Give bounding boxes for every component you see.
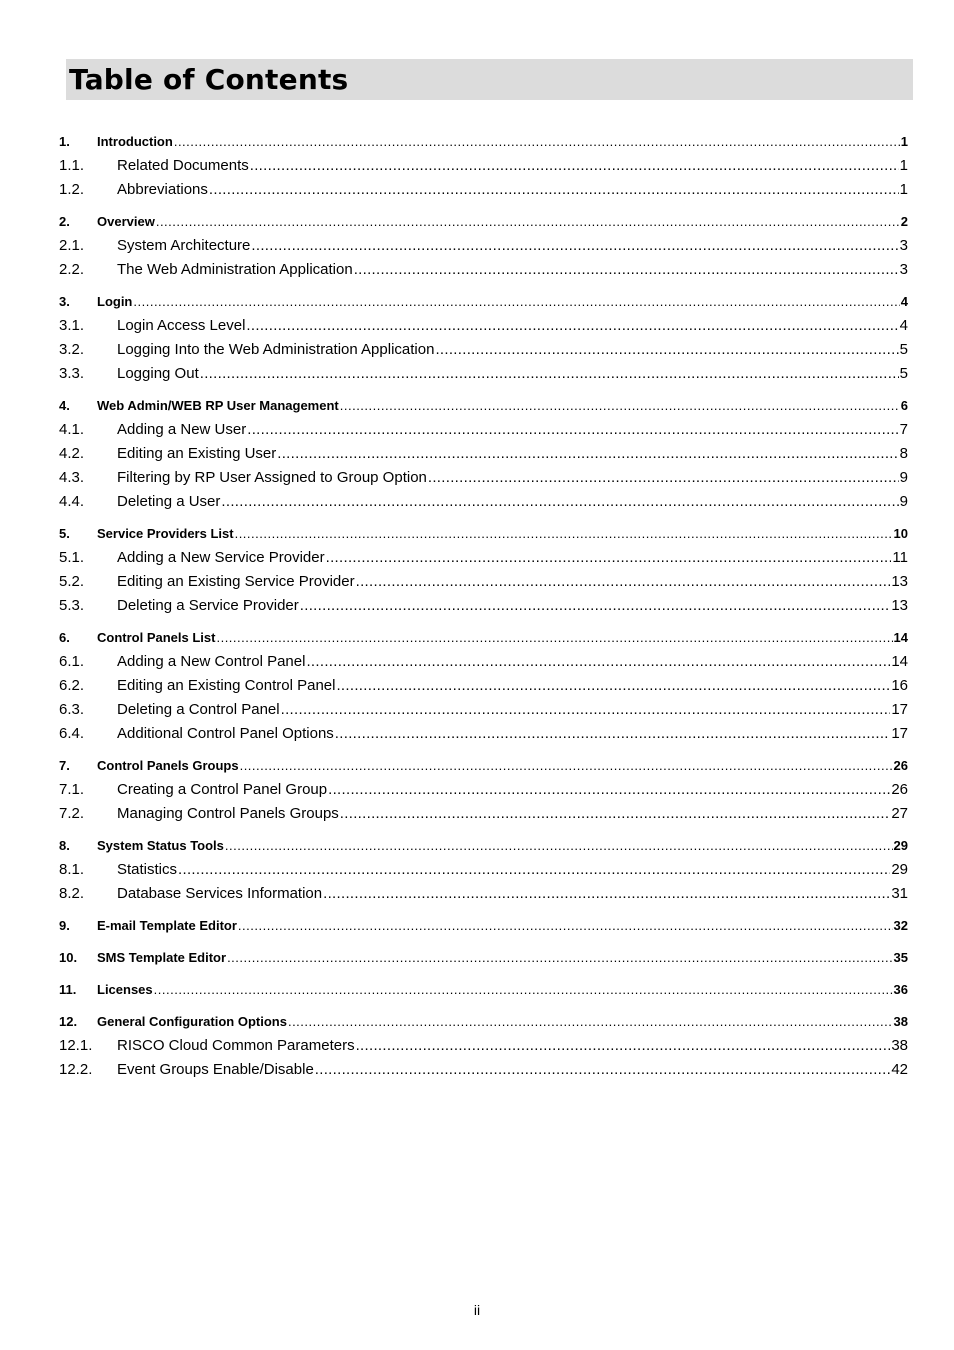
- entry-number: 8.1.: [59, 861, 85, 878]
- dot-leader: [238, 914, 893, 938]
- entry-title: Adding a New Service Provider: [117, 549, 325, 566]
- entry-title: Control Panels List: [97, 630, 216, 645]
- page-number: ii: [473, 1302, 481, 1318]
- entry-page-number: 38: [893, 1014, 908, 1029]
- entry-number: 6.2.: [59, 677, 85, 694]
- dot-leader: [227, 946, 892, 970]
- dot-leader: [356, 570, 891, 594]
- toc-subsection-entry[interactable]: [59, 698, 908, 722]
- entry-title: Statistics: [117, 861, 178, 878]
- dot-leader: [326, 546, 892, 570]
- entry-page-number: 2: [900, 214, 908, 229]
- entry-page-number: 13: [891, 597, 908, 614]
- entry-title: Login Access Level: [117, 317, 246, 334]
- entry-number: 8.: [59, 838, 70, 853]
- entry-title: Editing an Existing User: [117, 445, 277, 462]
- entry-number: 6.3.: [59, 701, 85, 718]
- entry-page-number: 1: [899, 157, 908, 174]
- dot-leader: [336, 674, 890, 698]
- page-title: Table of Contents: [69, 63, 349, 96]
- entry-title: RISCO Cloud Common Parameters: [117, 1037, 355, 1054]
- entry-number: 4.2.: [59, 445, 85, 462]
- title-banner: [66, 59, 913, 100]
- dot-leader: [216, 626, 892, 650]
- entry-page-number: 3: [899, 237, 908, 254]
- toc-chapter-entry[interactable]: [59, 754, 908, 778]
- toc-subsection-entry[interactable]: [59, 674, 908, 698]
- entry-page-number: 31: [891, 885, 908, 902]
- table-of-contents: [59, 130, 908, 1090]
- toc-subsection-entry[interactable]: [59, 1058, 908, 1082]
- entry-page-number: 27: [891, 805, 908, 822]
- entry-page-number: 16: [891, 677, 908, 694]
- entry-title: SMS Template Editor: [97, 950, 227, 965]
- entry-number: 5.1.: [59, 549, 85, 566]
- dot-leader: [288, 1010, 893, 1034]
- toc-subsection-entry[interactable]: [59, 1034, 908, 1058]
- entry-page-number: 14: [891, 653, 908, 670]
- entry-number: 12.: [59, 1014, 78, 1029]
- entry-page-number: 17: [891, 701, 908, 718]
- toc-section: [59, 978, 908, 1002]
- entry-title: Abbreviations: [117, 181, 208, 198]
- dot-leader: [246, 314, 898, 338]
- dot-leader: [356, 1034, 891, 1058]
- entry-page-number: 10: [893, 526, 908, 541]
- dot-leader: [323, 882, 890, 906]
- entry-page-number: 8: [899, 445, 908, 462]
- dot-leader: [306, 650, 890, 674]
- entry-title: Introduction: [97, 134, 173, 149]
- toc-chapter-entry[interactable]: [59, 1010, 908, 1034]
- entry-number: 3.1.: [59, 317, 85, 334]
- entry-number: 6.4.: [59, 725, 85, 742]
- dot-leader: [315, 1058, 891, 1082]
- entry-page-number: 13: [891, 573, 908, 590]
- entry-title: System Architecture: [117, 237, 251, 254]
- dot-leader: [240, 754, 893, 778]
- entry-number: 7.: [59, 758, 70, 773]
- entry-title: Managing Control Panels Groups: [117, 805, 339, 822]
- toc-subsection-entry[interactable]: [59, 594, 908, 618]
- toc-subsection-entry[interactable]: [59, 882, 908, 906]
- dot-leader: [247, 418, 898, 442]
- entry-number: 10.: [59, 950, 78, 965]
- entry-number: 2.1.: [59, 237, 85, 254]
- entry-number: 4.1.: [59, 421, 85, 438]
- toc-chapter-entry[interactable]: [59, 834, 908, 858]
- entry-number: 4.3.: [59, 469, 85, 486]
- toc-chapter-entry[interactable]: [59, 978, 908, 1002]
- entry-number: 3.3.: [59, 365, 85, 382]
- entry-page-number: 36: [893, 982, 908, 997]
- entry-number: 12.2.: [59, 1061, 93, 1078]
- entry-title: Service Providers List: [97, 526, 234, 541]
- entry-title: Logging Out: [117, 365, 199, 382]
- entry-page-number: 29: [893, 838, 908, 853]
- toc-subsection-entry[interactable]: [59, 258, 908, 282]
- entry-title: Logging Into the Web Administration Application: [117, 341, 435, 358]
- toc-chapter-entry[interactable]: [59, 522, 908, 546]
- toc-subsection-entry[interactable]: [59, 466, 908, 490]
- toc-section: [59, 290, 908, 386]
- toc-chapter-entry[interactable]: [59, 290, 908, 314]
- entry-page-number: 6: [900, 398, 908, 413]
- toc-section: [59, 834, 908, 906]
- entry-number: 9.: [59, 918, 70, 933]
- dot-leader: [340, 802, 891, 826]
- dot-leader: [156, 210, 900, 234]
- dot-leader: [335, 722, 891, 746]
- entry-title: Overview: [97, 214, 155, 229]
- toc-subsection-entry[interactable]: [59, 546, 908, 570]
- entry-number: 11.: [59, 982, 77, 997]
- toc-subsection-entry[interactable]: [59, 362, 908, 386]
- entry-number: 7.1.: [59, 781, 85, 798]
- dot-leader: [221, 490, 898, 514]
- entry-number: 12.1.: [59, 1037, 93, 1054]
- dot-leader: [300, 594, 891, 618]
- entry-title: The Web Administration Application: [117, 261, 353, 278]
- dot-leader: [340, 394, 900, 418]
- entry-page-number: 5: [899, 341, 908, 358]
- entry-page-number: 35: [893, 950, 908, 965]
- entry-title: General Configuration Options: [97, 1014, 287, 1029]
- entry-page-number: 3: [899, 261, 908, 278]
- dot-leader: [209, 178, 899, 202]
- toc-subsection-entry[interactable]: [59, 178, 908, 202]
- toc-chapter-entry[interactable]: [59, 130, 908, 154]
- entry-title: Editing an Existing Control Panel: [117, 677, 336, 694]
- entry-title: Deleting a Control Panel: [117, 701, 280, 718]
- entry-number: 6.1.: [59, 653, 85, 670]
- toc-chapter-entry[interactable]: [59, 914, 908, 938]
- dot-leader: [154, 978, 893, 1002]
- entry-number: 1.1.: [59, 157, 85, 174]
- entry-title: Additional Control Panel Options: [117, 725, 334, 742]
- entry-number: 2.: [59, 214, 70, 229]
- toc-subsection-entry[interactable]: [59, 650, 908, 674]
- toc-chapter-entry[interactable]: [59, 626, 908, 650]
- toc-section: [59, 914, 908, 938]
- toc-subsection-entry[interactable]: [59, 778, 908, 802]
- dot-leader: [250, 154, 899, 178]
- toc-chapter-entry[interactable]: [59, 946, 908, 970]
- entry-title: Database Services Information: [117, 885, 323, 902]
- entry-number: 5.2.: [59, 573, 85, 590]
- entry-title: Related Documents: [117, 157, 249, 174]
- entry-title: E-mail Template Editor: [97, 918, 237, 933]
- toc-section: [59, 754, 908, 826]
- entry-number: 5.3.: [59, 597, 85, 614]
- dot-leader: [133, 290, 899, 314]
- entry-title: Event Groups Enable/Disable: [117, 1061, 314, 1078]
- dot-leader: [277, 442, 898, 466]
- toc-section: [59, 210, 908, 282]
- entry-number: 6.: [59, 630, 70, 645]
- dot-leader: [354, 258, 899, 282]
- entry-title: Adding a New Control Panel: [117, 653, 306, 670]
- entry-number: 2.2.: [59, 261, 85, 278]
- entry-page-number: 5: [899, 365, 908, 382]
- dot-leader: [281, 698, 891, 722]
- entry-page-number: 42: [891, 1061, 908, 1078]
- entry-number: 3.2.: [59, 341, 85, 358]
- toc-subsection-entry[interactable]: [59, 490, 908, 514]
- toc-section: [59, 130, 908, 202]
- toc-subsection-entry[interactable]: [59, 234, 908, 258]
- entry-number: 1.: [59, 134, 70, 149]
- entry-page-number: 1: [899, 181, 908, 198]
- entry-page-number: 38: [891, 1037, 908, 1054]
- entry-title: Deleting a User: [117, 493, 221, 510]
- entry-page-number: 9: [899, 493, 908, 510]
- toc-section: [59, 394, 908, 514]
- entry-number: 4.: [59, 398, 70, 413]
- toc-subsection-entry[interactable]: [59, 722, 908, 746]
- dot-leader: [225, 834, 893, 858]
- toc-subsection-entry[interactable]: [59, 418, 908, 442]
- entry-page-number: 1: [900, 134, 908, 149]
- entry-page-number: 26: [891, 781, 908, 798]
- entry-page-number: 32: [893, 918, 908, 933]
- dot-leader: [328, 778, 890, 802]
- entry-title: Adding a New User: [117, 421, 247, 438]
- toc-subsection-entry[interactable]: [59, 802, 908, 826]
- entry-number: 5.: [59, 526, 70, 541]
- toc-subsection-entry[interactable]: [59, 314, 908, 338]
- entry-title: Filtering by RP User Assigned to Group Option: [117, 469, 427, 486]
- dot-leader: [200, 362, 899, 386]
- entry-page-number: 14: [893, 630, 908, 645]
- toc-section: [59, 1010, 908, 1082]
- entry-page-number: 26: [893, 758, 908, 773]
- entry-number: 7.2.: [59, 805, 85, 822]
- entry-page-number: 29: [891, 861, 908, 878]
- toc-chapter-entry[interactable]: [59, 210, 908, 234]
- entry-number: 1.2.: [59, 181, 85, 198]
- dot-leader: [428, 466, 899, 490]
- dot-leader: [435, 338, 898, 362]
- entry-title: Deleting a Service Provider: [117, 597, 299, 614]
- entry-page-number: 11: [892, 549, 908, 566]
- toc-subsection-entry[interactable]: [59, 858, 908, 882]
- dot-leader: [251, 234, 898, 258]
- entry-page-number: 17: [891, 725, 908, 742]
- toc-subsection-entry[interactable]: [59, 442, 908, 466]
- entry-page-number: 4: [900, 294, 908, 309]
- dot-leader: [178, 858, 890, 882]
- entry-title: Creating a Control Panel Group: [117, 781, 328, 798]
- toc-chapter-entry[interactable]: [59, 394, 908, 418]
- toc-section: [59, 946, 908, 970]
- entry-page-number: 7: [899, 421, 908, 438]
- toc-subsection-entry[interactable]: [59, 154, 908, 178]
- entry-title: System Status Tools: [97, 838, 224, 853]
- entry-title: Licenses: [97, 982, 153, 997]
- entry-page-number: 9: [899, 469, 908, 486]
- entry-title: Login: [97, 294, 133, 309]
- entry-title: Editing an Existing Service Provider: [117, 573, 355, 590]
- entry-title: Web Admin/WEB RP User Management: [97, 398, 339, 413]
- entry-page-number: 4: [899, 317, 908, 334]
- dot-leader: [174, 130, 900, 154]
- entry-number: 8.2.: [59, 885, 85, 902]
- entry-number: 4.4.: [59, 493, 85, 510]
- toc-subsection-entry[interactable]: [59, 570, 908, 594]
- toc-section: [59, 522, 908, 618]
- entry-number: 3.: [59, 294, 70, 309]
- toc-section: [59, 626, 908, 746]
- toc-subsection-entry[interactable]: [59, 338, 908, 362]
- dot-leader: [235, 522, 893, 546]
- entry-title: Control Panels Groups: [97, 758, 239, 773]
